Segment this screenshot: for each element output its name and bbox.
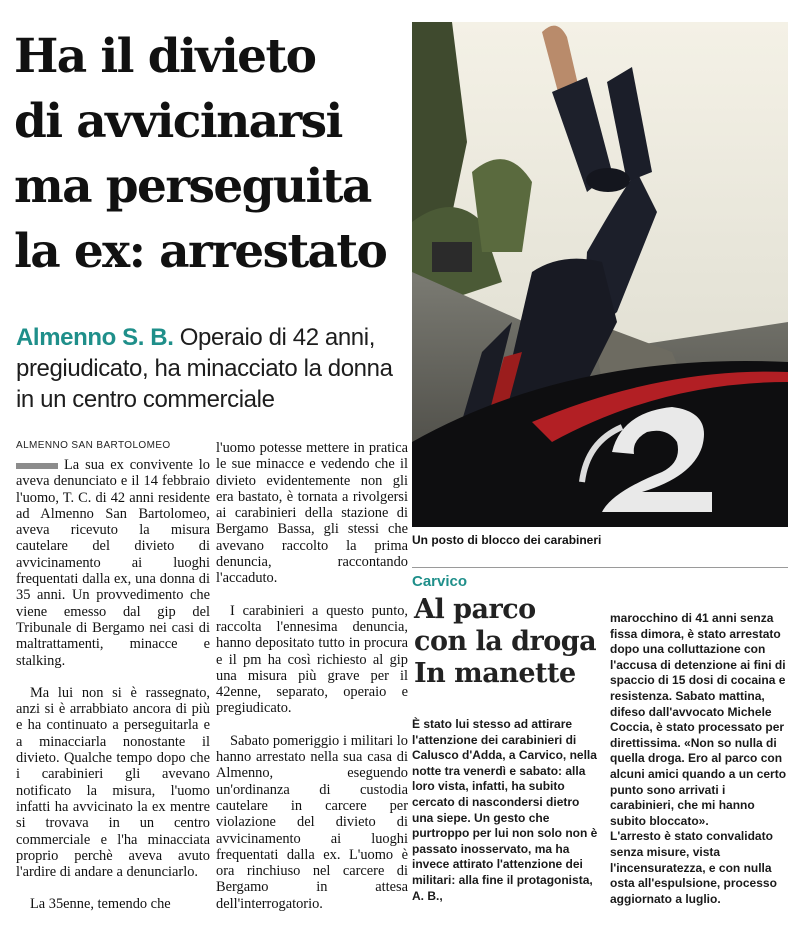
headline-line: ma perseguita (14, 159, 371, 214)
paragraph: I carabinieri a questo punto, raccolta l'ennesima denuncia, hanno depositato tutto in procura e il pm ha così richiesto al gip una misura più grave per il 42enne, separato, operaio e pregiudicato. (216, 602, 408, 717)
paragraph: L'arresto è stato convalidato senza misure, vista l'incensuratezza, e con nulla osta all'espulsione, processo aggiornato a luglio. (610, 829, 777, 906)
brief-title-line: In manette (414, 658, 576, 689)
photo-caption: Un posto di blocco dei carabineri (412, 533, 602, 547)
article-column-2 (216, 440, 408, 928)
paragraph: marocchino di 41 anni senza fissa dimora, è stato arrestato dopo una colluttazione con l'accusa di detenzione ai fini di spaccio di 15 dosi di cocaina e resistenza. Sabato mattina, difeso dall'avvocato Michele Coccia, è stato processato per direttissima. «Non so nulla di quella droga. Ero al parco con alcuni amici quando a un certo punto sono arrivati i carabinieri, che mi hanno subito bloccato». (610, 611, 787, 828)
paragraph: La 35enne, temendo che (30, 896, 171, 913)
paragraph: Ma lui non si è rassegnato, anzi si è arrabbiato ancora di più e ha continuato a perseguitarla e a minacciarla nonostante il divieto. Qualche tempo dopo che i carabinieri gli avevano notificato la misura, l'uomo infatti ha avvicinato la ex mentre si trovava in un centro commerciale e l'ha minacciata proprio perchè aveva avuto l'ardire di andare a denunciarlo. (16, 684, 210, 881)
headline (14, 24, 406, 284)
lead-marker-icon (16, 463, 58, 469)
carabinieri-photo (412, 22, 788, 527)
subhead-text: Operaio di 42 anni, pregiudicato, ha minacciato la donna in un centro commerciale (16, 324, 393, 413)
photo-illustration-icon (412, 22, 788, 527)
headline-line: di avvicinarsi (14, 94, 342, 149)
subhead (16, 322, 406, 415)
section-label: Carvico (412, 573, 468, 590)
brief-title-line: con la droga (414, 626, 597, 657)
brief-title-line: Al parco (414, 594, 536, 625)
article-column-1 (16, 457, 210, 929)
paragraph: Sabato pomeriggio i militari lo hanno arrestato nella sua casa di Almenno, eseguendo un'ordinanza di custodia cautelare in carcere per violazione del divieto di avvicinamento ai luoghi frequentati dalla ex. L'uomo è ora rinchiuso nel carcere di Bergamo in attesa dell'interrogatorio. (216, 732, 408, 912)
paragraph: l'uomo potesse mettere in pratica le sue minacce e vedendo che il divieto evidentemente non gli era bastato, è tornata a rivolgersi ai carabinieri della stazione di Bergamo Bassa, gli stessi che avevano raccolto la prima denuncia, raccontando l'accaduto. (216, 440, 408, 587)
brief-column-2 (610, 611, 790, 907)
dateline: ALMENNO SAN BARTOLOMEO (16, 440, 171, 451)
paragraph-text: La sua ex convivente lo aveva denunciato e il 14 febbraio l'uomo, T. C. di 42 anni residente ad Almenno San Bartolomeo, aveva ricevuto la misura cautelare del divieto di avvicinamento ai luoghi frequentati dalla ex, una donna di 35 anni. Un provvedimento che viene emesso dal gip del Tribunale di Bergamo nei casi di maltrattamenti, minacce e stalking. (16, 457, 210, 669)
paragraph (16, 457, 210, 669)
headline-line: Ha il divieto (14, 29, 316, 84)
paragraph: È stato lui stesso ad attirare l'attenzione dei carabinieri di Calusco d'Adda, a Carvico, nella notte tra venerdì e sabato: alla loro vista, infatti, ha subito cercato di nascondersi dietro una siepe. Un gesto che purtroppo per lui non solo non è passato inosservato, ma ha invece attirato l'attenzione dei militari: alla fine il protagonista, A. B., (412, 717, 598, 903)
section-divider (412, 567, 788, 568)
headline-line: la ex: arrestato (14, 224, 387, 279)
brief-column-1 (412, 717, 600, 904)
subhead-place: Almenno S. B. (16, 324, 174, 351)
brief-title (414, 594, 604, 690)
